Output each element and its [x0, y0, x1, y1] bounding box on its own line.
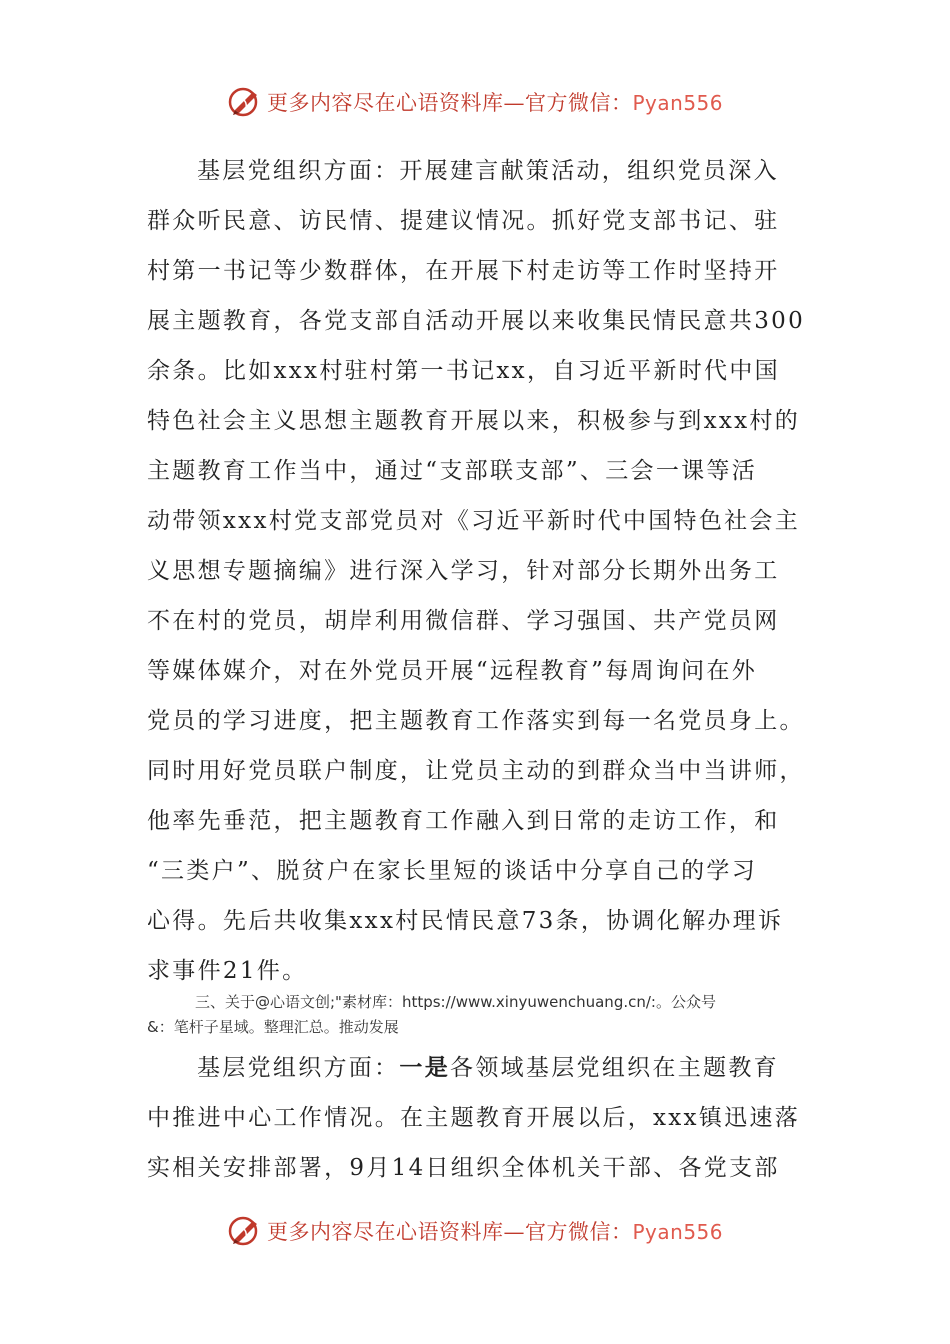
banner-main: 更多内容尽在心语资料库	[266, 1220, 504, 1244]
bold-segment: 一是	[399, 1054, 451, 1081]
text-line: 基层党组织方面：开展建言献策活动，组织党员深入	[197, 158, 779, 184]
source-note	[147, 990, 807, 1040]
banner-label: 官方微信：	[524, 1220, 633, 1244]
text-line: “三类户”、脱贫户在家长里短的谈话中分享自己的学习	[147, 858, 758, 884]
text-line: 实相关安排部署，9月14日组织全体机关干部、各党支部	[147, 1155, 780, 1181]
text-line: 他率先垂范，把主题教育工作融入到日常的走访工作，和	[147, 808, 780, 834]
text-line: 动带领xxx村党支部党员对《习近平新时代中国特色社会主	[147, 508, 801, 534]
text-line: 群众听民意、访民情、提建议情况。抓好党支部书记、驻	[147, 208, 780, 234]
text-line: 义思想专题摘编》进行深入学习，针对部分长期外出务工	[147, 558, 780, 584]
pen-logo-icon	[227, 84, 263, 120]
text-line: 中推进中心工作情况。在主题教育开展以后，xxx镇迅速落	[147, 1105, 801, 1131]
banner-text	[267, 87, 723, 117]
text-line: 展主题教育，各党支部自活动开展以来收集民情民意共300	[147, 308, 805, 334]
header-banner	[0, 82, 950, 122]
banner-main: 更多内容尽在心语资料库	[266, 91, 504, 115]
text-line: 余条。比如xxx村驻村第一书记xx，自习近平新时代中国	[147, 358, 780, 384]
banner-wechat-id: Pyan556	[632, 1220, 723, 1244]
note-line-1: 三、关于@心语文创;"素材库：https://www.xinyuwenchuang.cn/:。公众号	[195, 993, 716, 1011]
text-line: 村第一书记等少数群体，在开展下村走访等工作时坚持开	[147, 258, 780, 284]
text-line: 心得。先后共收集xxx村民情民意73条，协调化解办理诉	[147, 908, 784, 934]
banner-dash: —	[503, 1220, 525, 1244]
text-line: 求事件21件。	[147, 958, 308, 984]
paragraph-2	[147, 1043, 807, 1193]
text-line: 党员的学习进度，把主题教育工作落实到每一名党员身上。	[147, 708, 805, 734]
text-segment: 各领域基层党组织在主题教育	[450, 1055, 779, 1081]
text-segment: 基层党组织方面：	[197, 1055, 400, 1081]
banner-text	[267, 1216, 723, 1246]
text-line: 同时用好党员联户制度，让党员主动的到群众当中当讲师，	[147, 758, 805, 784]
banner-wechat-id: Pyan556	[632, 91, 723, 115]
text-line: 特色社会主义思想主题教育开展以来，积极参与到xxx村的	[147, 408, 801, 434]
paragraph-1	[147, 146, 807, 996]
note-line-2: &：笔杆子星域。整理汇总。推动发展	[147, 1018, 399, 1036]
pen-logo-icon	[227, 1213, 263, 1249]
text-line: 不在村的党员，胡岸利用微信群、学习强国、共产党员网	[147, 608, 780, 634]
banner-dash: —	[503, 91, 525, 115]
text-line: 等媒体媒介，对在外党员开展“远程教育”每周询问在外	[147, 658, 758, 684]
text-line: 主题教育工作当中，通过“支部联支部”、三会一课等活	[147, 458, 758, 484]
footer-banner	[0, 1211, 950, 1251]
banner-label: 官方微信：	[524, 91, 633, 115]
text-line	[147, 1043, 807, 1093]
